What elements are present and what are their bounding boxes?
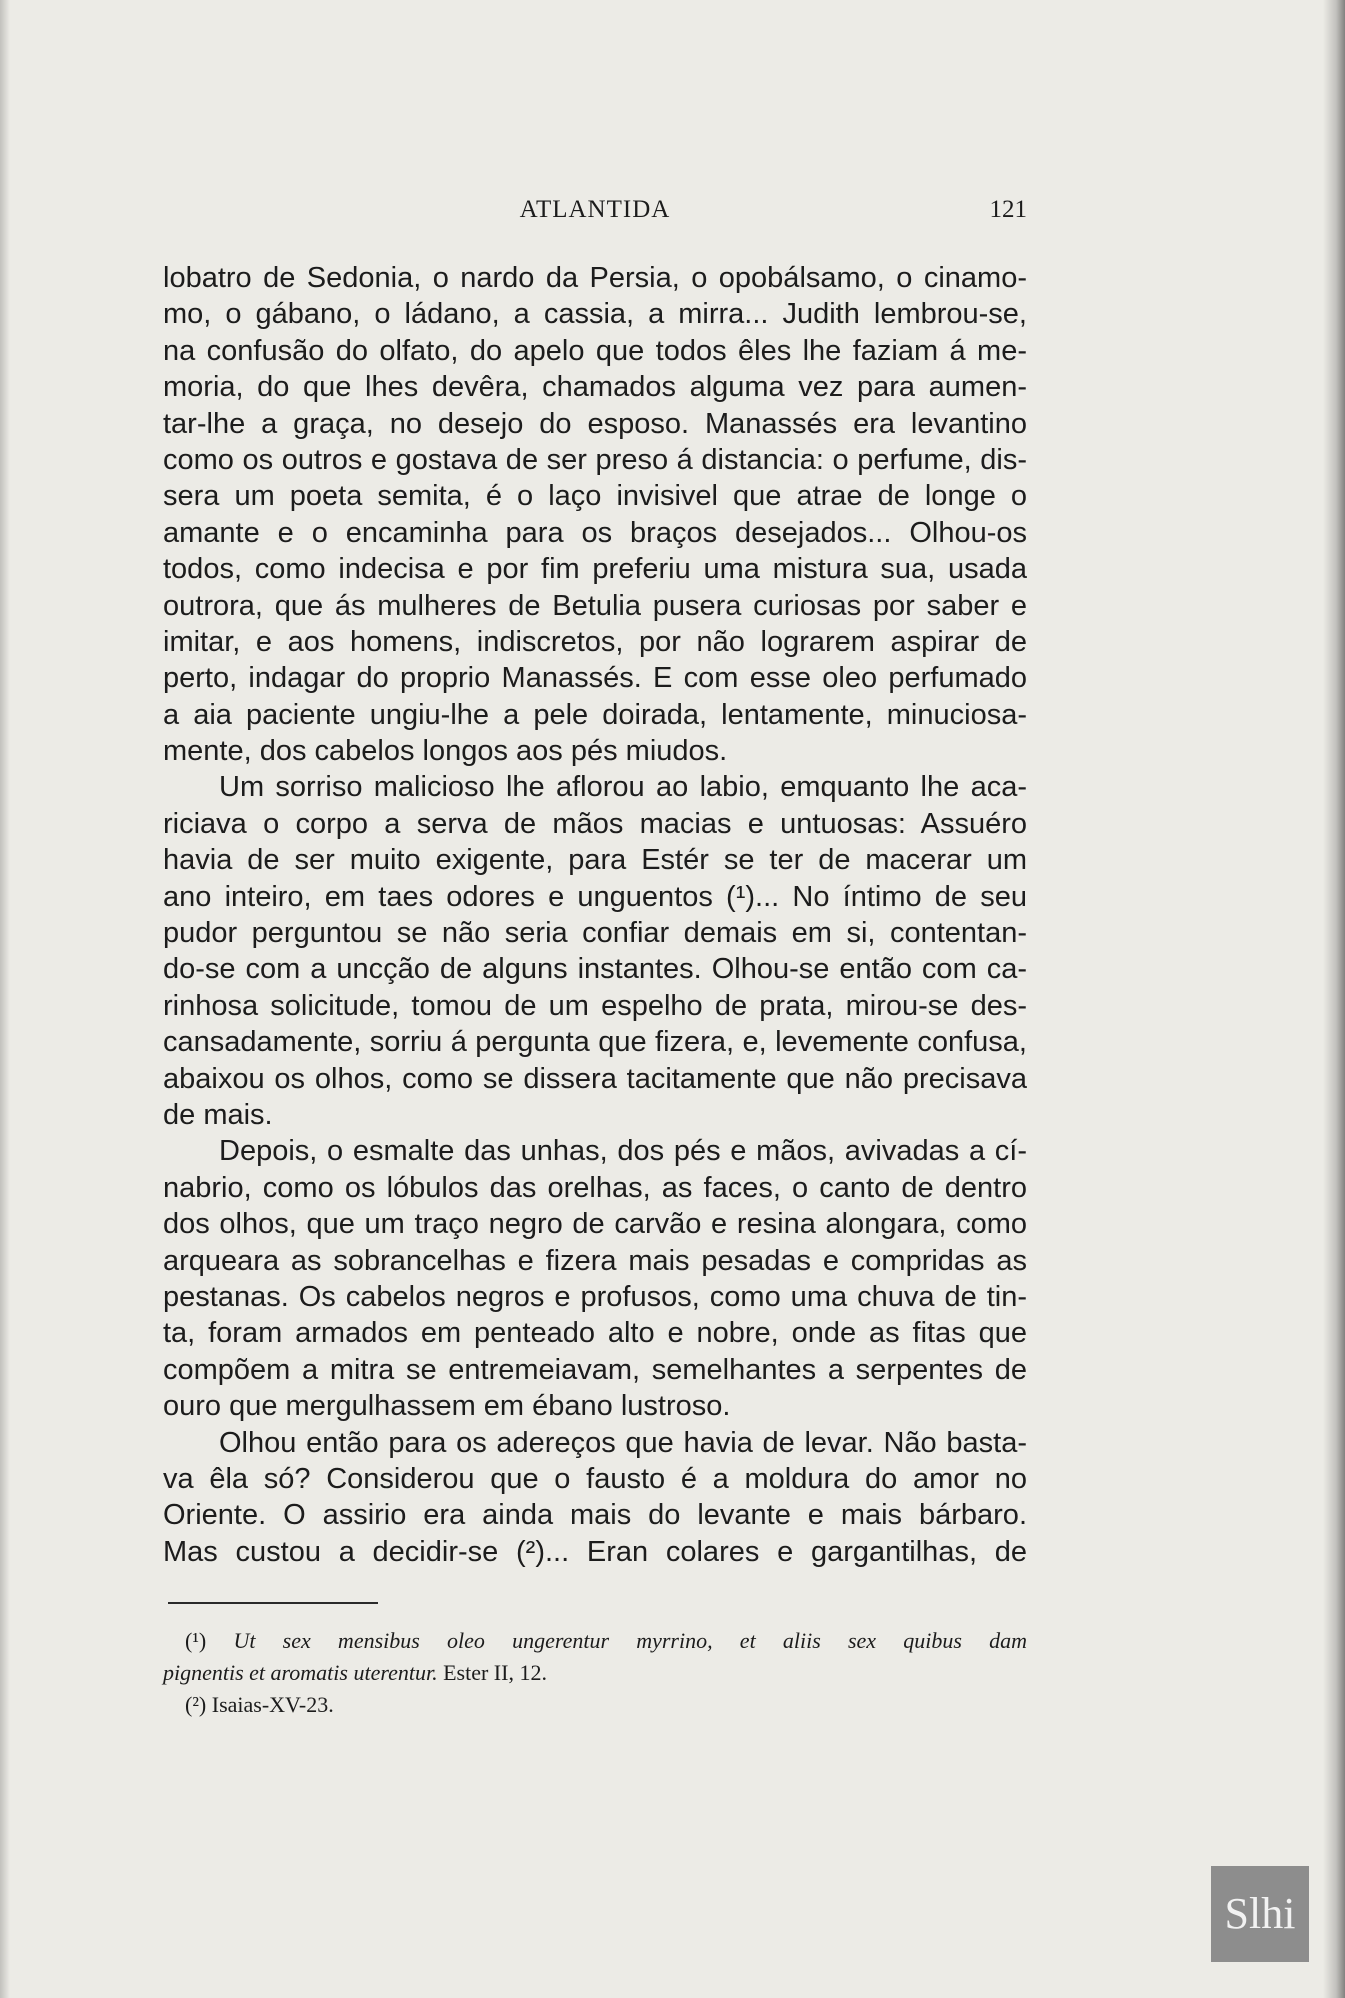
text-line: do-se com a uncção de alguns instantes. Olhou-se então com ca- (163, 953, 1027, 986)
footnote-1-marker: (¹) (185, 1628, 207, 1653)
text-line: sera um poeta semita, é o laço invisivel que atrae de longe o (163, 480, 1027, 513)
text-line: ano inteiro, em taes odores e unguentos (¹)... No íntimo de seu (163, 880, 1027, 913)
page-edge-shadow-left (0, 0, 10, 1998)
library-watermark-logo: Slhi (1211, 1866, 1309, 1962)
text-line: moria, do que lhes devêra, chamados alguma vez para aumen- (163, 371, 1027, 404)
footnote-1-reference: Ester II, 12. (443, 1660, 547, 1685)
text-line: cansadamente, sorriu á pergunta que fizera, e, levemente confusa, (163, 1026, 1027, 1059)
footnote-1-line-2 (163, 1657, 1027, 1689)
text-line: nabrio, como os lóbulos das orelhas, as faces, o canto de dentro (163, 1171, 1027, 1204)
footnotes (163, 1625, 1027, 1721)
text-line: todos, como indecisa e por fim preferiu uma mistura sua, usada (163, 553, 1027, 586)
text-line: riciava o corpo a serva de mãos macias e untuosas: Assuéro (163, 807, 1027, 840)
text-line: lobatro de Sedonia, o nardo da Persia, o opobálsamo, o cinamo- (163, 262, 1027, 294)
footnote-rule (168, 1602, 378, 1604)
text-line: rinhosa solicitude, tomou de um espelho de prata, mirou-se des- (163, 989, 1027, 1022)
text-line: a aia paciente ungiu-lhe a pele doirada, lentamente, minuciosa- (163, 698, 1027, 731)
text-line: de mais. (163, 1098, 273, 1131)
text-line: dos olhos, que um traço negro de carvão e resina alongara, como (163, 1208, 1027, 1241)
text-line: mente, dos cabelos longos aos pés miudos. (163, 735, 728, 768)
text-line: tar-lhe a graça, no desejo do esposo. Manassés era levantino (163, 407, 1027, 440)
text-line: perto, indagar do proprio Manassés. E com esse oleo perfumado (163, 662, 1027, 695)
text-line: pestanas. Os cabelos negros e profusos, como uma chuva de tin- (163, 1280, 1027, 1313)
text-line: abaixou os olhos, como se dissera tacitamente que não precisava (163, 1062, 1027, 1095)
text-line: como os outros e gostava de ser preso á distancia: o perfume, dis- (163, 443, 1027, 476)
text-line: Um sorriso malicioso lhe aflorou ao labio, emquanto lhe aca- (219, 771, 1027, 804)
footnote-2: (²) Isaias-XV-23. (185, 1692, 334, 1717)
footnote-1-latin: Ut sex mensibus oleo ungerentur myrrino, et aliis sex quibus dam (233, 1628, 1028, 1653)
text-line: mo, o gábano, o ládano, a cassia, a mirra... Judith lembrou-se, (163, 298, 1027, 331)
text-line: imitar, e aos homens, indiscretos, por não lograrem aspirar de (163, 625, 1027, 658)
text-line: havia de ser muito exigente, para Estér se ter de macerar um (163, 844, 1027, 877)
text-line: compõem a mitra se entremeiavam, semelhantes a serpentes de (163, 1353, 1027, 1386)
text-line: Oriente. O assirio era ainda mais do levante e mais bárbaro. (163, 1499, 1027, 1532)
text-line: amante e o encaminha para os braços desejados... Olhou-os (163, 516, 1027, 549)
text-line: va êla só? Considerou que o fausto é a moldura do amor no (163, 1462, 1027, 1495)
footnote-1-latin-continued: pignentis et aromatis uterentur. (163, 1660, 438, 1685)
page-edge-shadow-right (1323, 0, 1345, 1998)
page-number: 121 (989, 196, 1027, 223)
text-line: Depois, o esmalte das unhas, dos pés e mãos, avivadas a cí- (219, 1135, 1027, 1168)
text-line: outrora, que ás mulheres de Betulia pusera curiosas por saber e (163, 589, 1027, 622)
text-line: pudor perguntou se não seria confiar demais em si, contentan- (163, 917, 1027, 950)
footnote-1-line-1 (163, 1625, 1027, 1657)
text-line: Olhou então para os adereços que havia de levar. Não basta- (219, 1426, 1027, 1459)
running-title: ATLANTIDA (519, 196, 671, 223)
text-line: ouro que mergulhassem em ébano lustroso. (163, 1390, 731, 1423)
running-head (163, 196, 1027, 236)
text-line: Mas custou a decidir-se (²)... Eran colares e gargantilhas, de (163, 1535, 1027, 1568)
text-line: ta, foram armados em penteado alto e nobre, onde as fitas que (163, 1317, 1027, 1350)
body-text (163, 260, 1027, 1570)
text-line: na confusão do olfato, do apelo que todos êles lhe faziam á me- (163, 334, 1027, 367)
text-line: arqueara as sobrancelhas e fizera mais pesadas e compridas as (163, 1244, 1027, 1277)
